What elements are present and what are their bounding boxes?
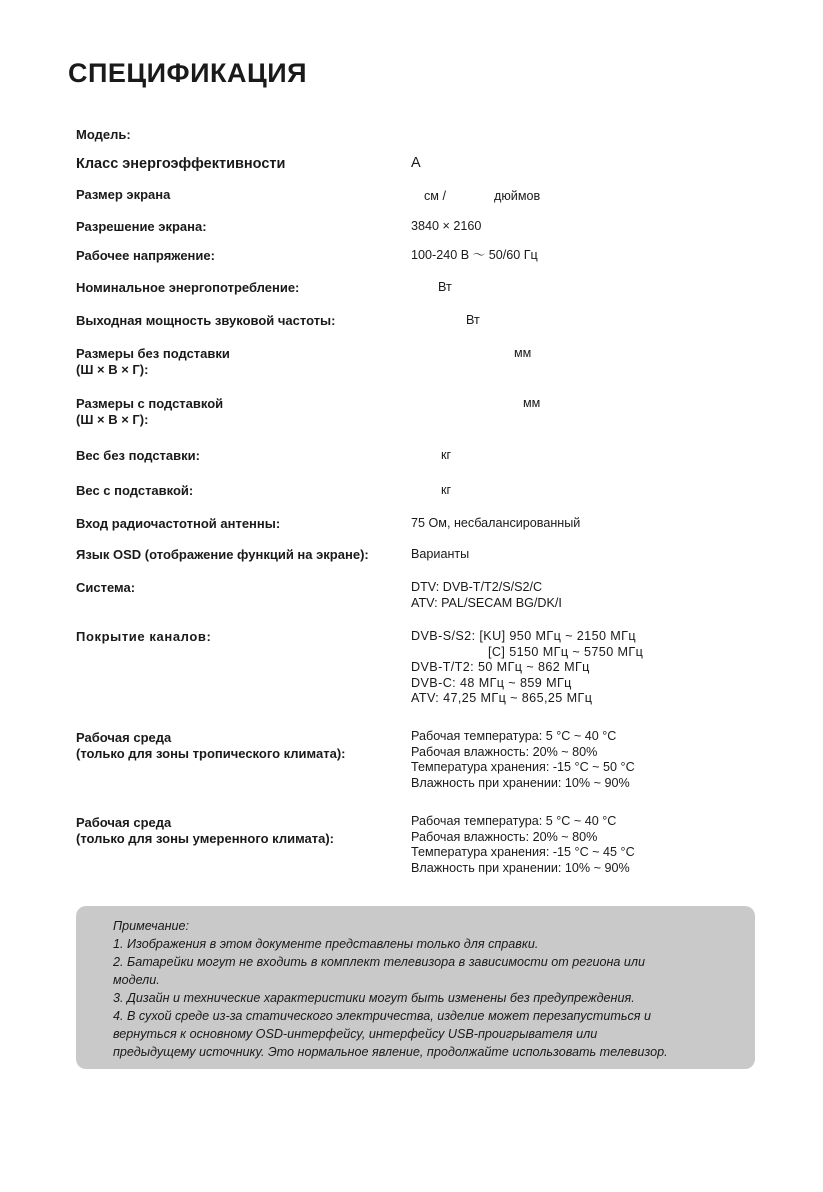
note-title: Примечание: <box>113 919 190 933</box>
osd-language-label: Язык OSD (отображение функций на экране): <box>76 547 369 562</box>
env-line: Рабочая влажность: 20% ~ 80% <box>411 744 598 759</box>
screen-size-unit-cm: см / <box>424 189 446 203</box>
weight-with-stand-label: Вес с подставкой: <box>76 483 194 498</box>
page-title: СПЕЦИФИКАЦИЯ <box>68 58 308 88</box>
env-line: Температура хранения: -15 °C ~ 45 °C <box>411 845 635 859</box>
dims-with-stand-unit: мм <box>523 396 541 410</box>
dims-with-stand-label-line-1: Размеры с подставкой <box>76 396 224 411</box>
rf-input-value: 75 Ом, несбалансированный <box>411 516 581 530</box>
audio-power-label: Выходная мощность звуковой частоты: <box>76 313 336 328</box>
env-temperate-label-line-2: (только для зоны умеренного климата): <box>76 831 334 846</box>
coverage-line: DVB-S/S2: [KU] 950 МГц ~ 2150 МГц <box>411 629 637 643</box>
note-line: вернуться к основному OSD-интерфейсу, интерфейсу USB-проигрывателя или <box>113 1027 598 1041</box>
env-tropical-values <box>411 729 635 791</box>
system-values <box>411 580 562 611</box>
env-line: Рабочая влажность: 20% ~ 80% <box>411 829 598 844</box>
dims-without-stand-label-line-1: Размеры без подставки <box>76 346 230 361</box>
env-line: Рабочая температура: 5 °C ~ 40 °C <box>411 729 617 743</box>
channel-coverage-values <box>411 629 643 707</box>
env-line: Рабочая температура: 5 °C ~ 40 °C <box>411 814 617 828</box>
note-line: 1. Изображения в этом документе представлены только для справки. <box>113 937 539 951</box>
audio-power-unit: Вт <box>466 313 480 327</box>
note-line: модели. <box>113 973 160 987</box>
coverage-line: DVB-C: 48 МГц ~ 859 МГц <box>411 675 572 690</box>
coverage-line: [C] 5150 МГц ~ 5750 МГц <box>488 644 644 659</box>
weight-without-stand-unit: кг <box>441 448 452 462</box>
resolution-label: Разрешение экрана: <box>76 219 207 234</box>
note-box <box>76 906 755 1069</box>
system-line: DTV: DVB-T/T2/S/S2/C <box>411 580 543 594</box>
rf-input-label: Вход радиочастотной антенны: <box>76 516 281 531</box>
env-line: Влажность при хранении: 10% ~ 90% <box>411 775 630 790</box>
coverage-line: ATV: 47,25 МГц ~ 865,25 МГц <box>411 691 593 705</box>
env-line: Влажность при хранении: 10% ~ 90% <box>411 860 630 875</box>
dims-without-stand-label-line-2: (Ш × В × Г): <box>76 362 149 377</box>
weight-without-stand-label: Вес без подставки: <box>76 448 200 463</box>
voltage-label: Рабочее напряжение: <box>76 248 215 263</box>
env-temperate-label <box>76 815 334 847</box>
env-tropical-label <box>76 730 345 762</box>
env-tropical-label-line-1: Рабочая среда <box>76 730 172 745</box>
model-label: Модель: <box>76 127 131 142</box>
note-line: 4. В сухой среде из-за статического электричества, изделие может перезапуститься и <box>113 1009 651 1023</box>
dims-without-stand-unit: мм <box>514 346 532 360</box>
env-tropical-label-line-2: (только для зоны тропического климата): <box>76 746 346 761</box>
dims-with-stand-label-line-2: (Ш × В × Г): <box>76 412 149 427</box>
channel-coverage-label: Покрытие каналов: <box>76 629 212 644</box>
energy-class-value: A <box>411 155 421 171</box>
note-line: 3. Дизайн и технические характеристики могут быть изменены без предупреждения. <box>113 991 635 1005</box>
osd-language-value: Варианты <box>411 547 470 561</box>
note-line: 2. Батарейки могут не входить в комплект телевизора в зависимости от региона или <box>113 955 646 969</box>
voltage-value: 100-240 В ～ 50/60 Гц <box>411 248 538 262</box>
screen-size-label: Размер экрана <box>76 187 171 202</box>
screen-size-unit-in: дюймов <box>494 189 541 203</box>
dims-with-stand-label <box>76 396 223 428</box>
system-label: Система: <box>76 580 136 595</box>
weight-with-stand-unit: кг <box>441 483 452 497</box>
system-line: ATV: PAL/SECAM BG/DK/I <box>411 595 562 610</box>
env-line: Температура хранения: -15 °C ~ 50 °C <box>411 760 635 774</box>
energy-class-label: Класс энергоэффективности <box>76 156 286 172</box>
power-unit: Вт <box>438 280 452 294</box>
note-line: предыдущему источнику. Это нормальное явление, продолжайте использовать телевизор. <box>113 1045 668 1059</box>
dims-without-stand-label <box>76 346 230 378</box>
resolution-value: 3840 × 2160 <box>411 219 482 233</box>
env-temperate-label-line-1: Рабочая среда <box>76 815 172 830</box>
env-temperate-values <box>411 814 635 876</box>
power-label: Номинальное энергопотребление: <box>76 280 300 295</box>
coverage-line: DVB-T/T2: 50 МГц ~ 862 МГц <box>411 660 590 674</box>
